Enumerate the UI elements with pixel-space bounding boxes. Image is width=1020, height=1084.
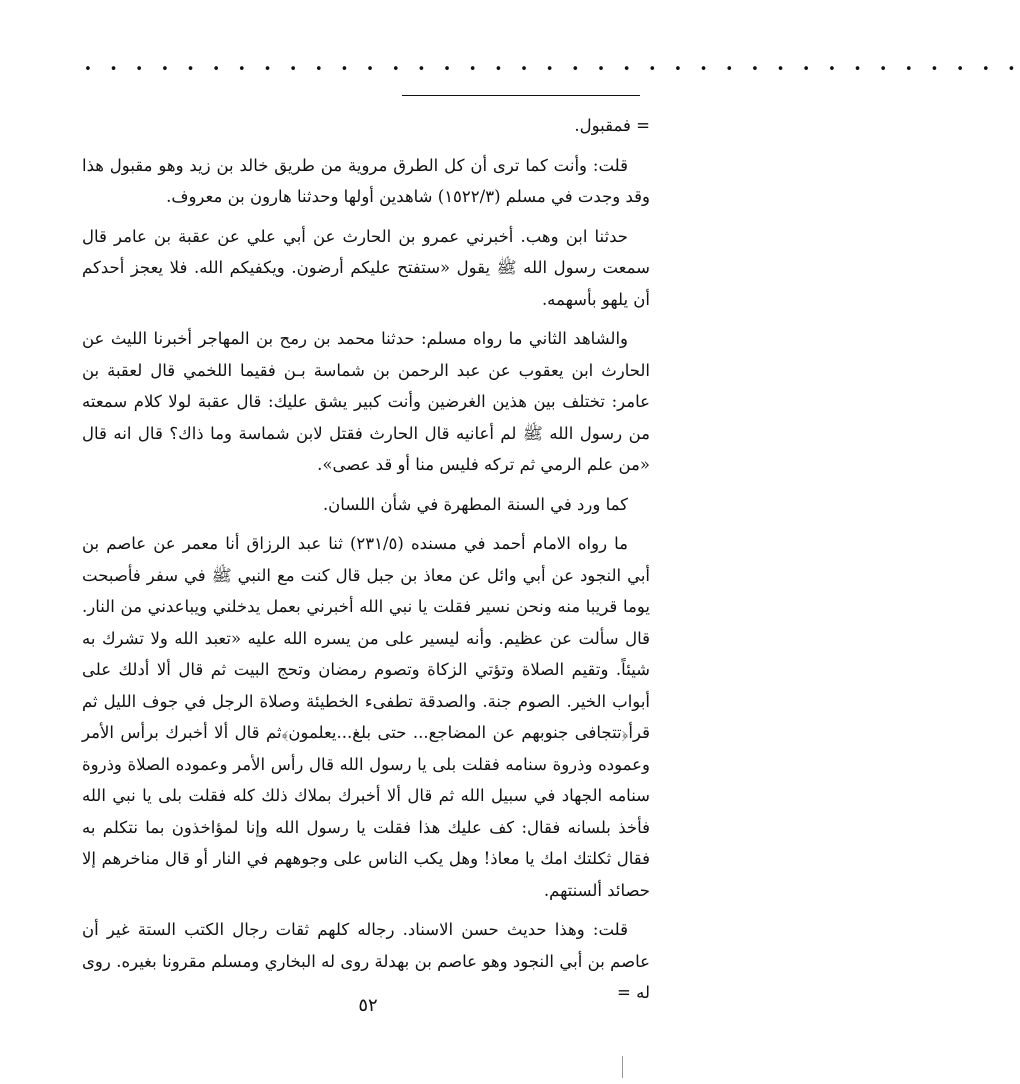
paragraph-tongue-heading: كما ورد في السنة المطهرة في شأن اللسان. — [322, 494, 628, 514]
paragraph-second-witness: والشاهد الثاني ما رواه مسلم: حدثنا محمد بن رمح بن المهاجر أخبرنا الليث عن الحارث ابن يعقوب عن عبد الرحمن بن شماسة بـن فقيما اللخمي قال لعقبة بن عامر: تختلف بين هذين الغرضين وأنت كبير يشق عليك: قال عقبة لولا كلام سمعته من رسول الله ﷺ لم أعانيه قال الحارث فقتل لابن شماسة وما ذاك؟ قال انه قال «من علم الرمي ثم تركه فليس منا أو قد عصى». — [82, 329, 650, 474]
paragraph-isnad-note: قلت: وهذا حديث حسن الاسناد. رجاله كلهم ثقات رجال الكتب الستة غير أن عاصم بن أبي النجود وهو عاصم بن بهدلة روى له البخاري ومسلم مقرونا بغيره. روى له = — [82, 920, 650, 1002]
paragraph-hadith-first-witness: حدثنا ابن وهب. أخبرني عمرو بن الحارث عن أبي علي عن عقبة بن عامر قال سمعت رسول الله ﷺ يقول «ستفتح عليكم أرضون. ويكفيكم الله. فلا يعجز أحدكم أن يلهو بأسهمه. — [82, 226, 650, 309]
paragraph-ahmad-hadith: ما رواه الامام أحمد في مسنده (٢٣١/٥) ثنا عبد الرزاق أنا معمر عن عاصم بن أبي النجود عن أبي وائل عن معاذ بن جبل قال كنت مع النبي ﷺ في سفر فأصبحت يوما قريبا منه ونحن نسير فقلت يا نبي الله أخبرني بعمل يدخلني ويباعدني من النار. قال سألت عن عظيم. وأنه ليسير على من يسره الله عليه «تعبد الله ولا تشرك به شيئاً. وتقيم الصلاة وتؤتي الزكاة وتصوم رمضان وتحج البيت ثم قال ألا أدلك على أبواب الخير. الصوم جنة. والصدقة تطفىء الخطيئة وصلاة الرجل في جوف الليل ثم قرأ﴿تتجافى جنوبهم عن المضاجع... حتى بلغ...يعلمون﴾ثم قال ألا أخبرك برأس الأمر وعموده وذروة سنامه فقلت بلى يا رسول الله قال رأس الأمر وعموده الصلاة وذروة سنامه الجهاد في سبيل الله ثم قال ألا أخبرك بملاك ذلك كله فقلت بلى يا نبي الله فأخذ بلسانه فقال: كف عليك هذا فقلت يا رسول الله وإنا لمؤاخذون بما نتكلم به فقال ثكلتك امك يا معاذ! وهل يكب الناس على وجوههم في النار أو قال مناخرهم إلا حصائد ألسنتهم. — [82, 534, 650, 900]
footnote-separator-rule — [402, 95, 640, 96]
header-dotted-line: • • • • • • • • • • • • • • • • • • • • • • • • • • • • • • • • • • • • • — [84, 62, 1020, 77]
paragraph-continuation: = فمقبول. — [574, 116, 650, 135]
page-number: ٥٢ — [358, 995, 378, 1016]
page-body — [82, 110, 650, 1009]
paragraph-note-paths: قلت: وأنت كما ترى أن كل الطرق مروية من طريق خالد بن زيد وهو مقبول هذا وقد وجدت في مسلم (١٥٢٢/٣) شاهدين أولها وحدثنا هارون بن معروف. — [82, 155, 650, 206]
scan-edge-mark — [622, 1056, 631, 1078]
